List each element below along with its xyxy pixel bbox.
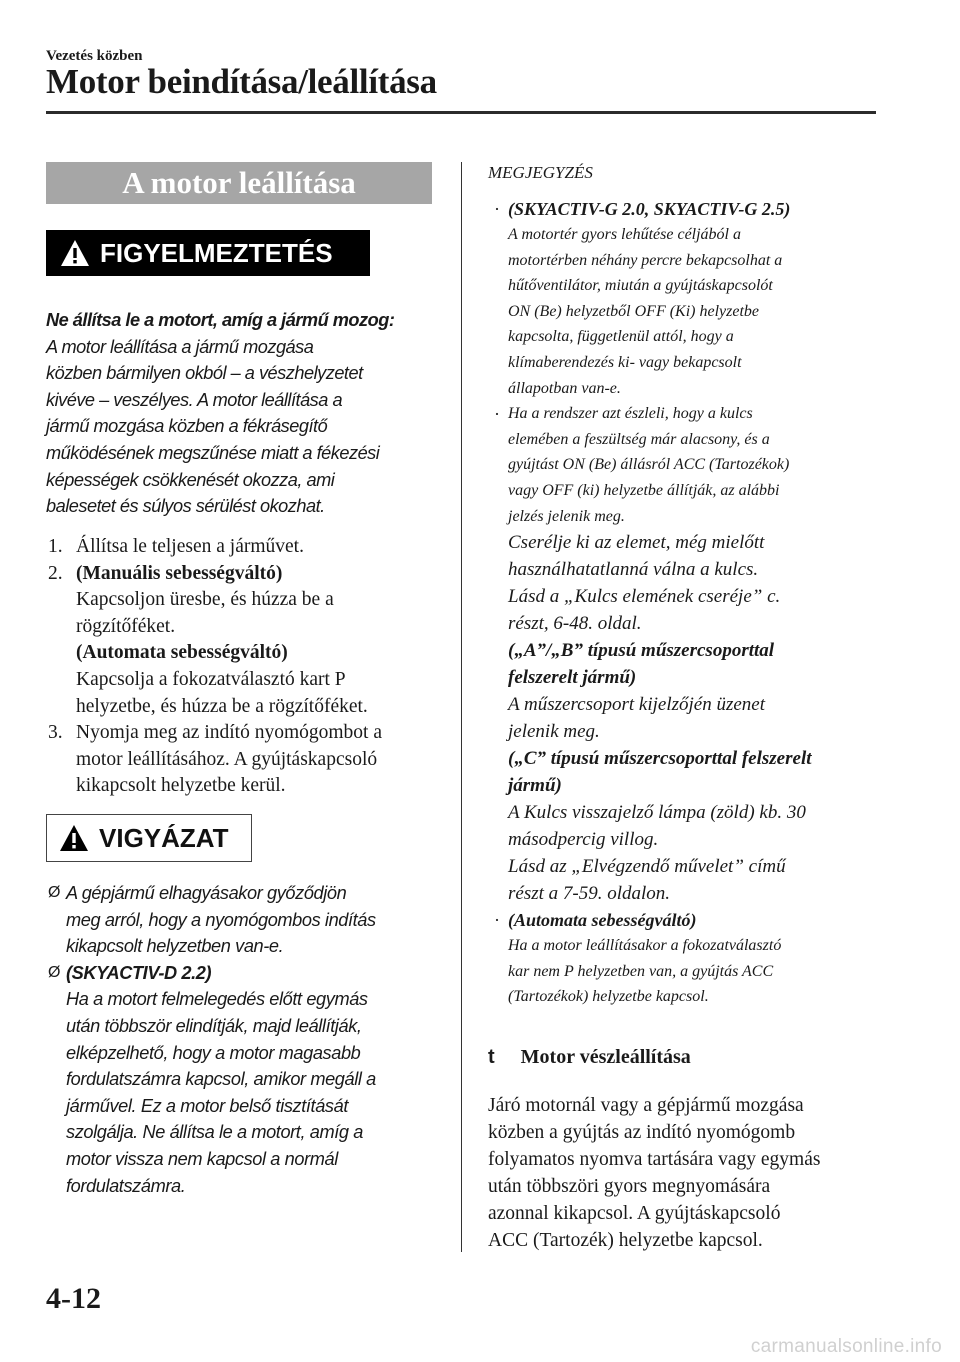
caution-line: fordulatszámra. xyxy=(66,1175,186,1196)
note-line: hűtőventilátor, miután a gyújtáskapcsolót xyxy=(508,277,773,295)
note-message-line: A Kulcs visszajelző lámpa (zöld) kb. 30 xyxy=(508,802,806,824)
step-line: kikapcsolt helyzetbe kerül. xyxy=(76,775,286,797)
warning-label-box xyxy=(46,230,370,276)
note-message-line: Cserélje ki az elemet, még mielőtt xyxy=(508,532,765,554)
caution-label-box xyxy=(46,814,252,862)
warning-body xyxy=(46,334,446,520)
caution-line: fordulatszámra kapcsol, amikor megáll a xyxy=(66,1069,376,1090)
note-line: jelzés jelenik meg. xyxy=(508,507,625,525)
note-line: ON (Be) helyzetből OFF (Ki) helyzetbe xyxy=(508,302,760,320)
warning-line: balesetet és súlyos sérülést okozhat. xyxy=(46,496,325,517)
step-line: Állítsa le teljesen a járművet. xyxy=(76,536,304,557)
note-line: kapcsolta, függetlenül attól, hogy a xyxy=(508,328,734,346)
note-line: vagy OFF (ki) helyzetbe állítják, az alábbi xyxy=(508,481,780,499)
note-heading: (Automata sebességváltó) xyxy=(508,910,697,931)
caution-item-heading: (SKYACTIV-D 2.2) xyxy=(66,962,212,983)
note-item xyxy=(488,907,888,1010)
emergency-line: után többszöri gyors megnyomására xyxy=(488,1176,771,1197)
note-message-line: Lásd a „Kulcs elemének cseréje” c. xyxy=(508,586,781,608)
note-line: gyújtást ON (Be) állásról ACC (Tartozékok) xyxy=(508,456,790,474)
notes-items xyxy=(488,196,888,1010)
note-line: kar nem P helyzetben van, a gyújtás ACC xyxy=(508,962,774,980)
caution-list xyxy=(46,880,446,1199)
note-item xyxy=(488,401,888,907)
note-line: motortérben néhány percre bekapcsolhat a xyxy=(508,251,783,269)
note-message-heading: felszerelt jármű) xyxy=(508,667,637,689)
warning-line: jármű mozgása közben a fékrásegítő xyxy=(46,416,328,437)
dot-bullet-icon: · xyxy=(494,404,500,425)
caution-triangle-icon xyxy=(59,824,89,852)
warning-line: működésének megszűnése miatt a fékezési xyxy=(46,442,380,463)
warning-line: képességek csökkenését okozza, ami xyxy=(46,469,335,490)
note-line: Ha a rendszer azt észleli, hogy a kulcs xyxy=(508,405,753,423)
caution-item xyxy=(46,960,446,1199)
note-item xyxy=(488,196,888,401)
caution-line: kikapcsolt helyzetben van-e. xyxy=(66,936,284,957)
warning-triangle-icon xyxy=(60,239,90,267)
header-rule xyxy=(46,111,876,114)
watermark: carmanualsonline.info xyxy=(750,1336,942,1357)
caution-line: Ha a motort felmelegedés előtt egymás xyxy=(66,989,368,1010)
note-line: állapotban van-e. xyxy=(508,379,621,397)
caution-line: A gépjármű elhagyásakor győződjön xyxy=(66,883,347,903)
emergency-line: Járó motornál vagy a gépjármű mozgása xyxy=(488,1095,804,1116)
caution-line: után többször elindítják, majd leállítják, xyxy=(66,1015,362,1036)
caution-label: VIGYÁZAT xyxy=(99,822,229,853)
note-line: (Tartozékok) helyzetbe kapcsol. xyxy=(508,988,709,1006)
emergency-line: azonnal kikapcsol. A gyújtáskapcsoló xyxy=(488,1203,781,1224)
step-line: rögzítőféket. xyxy=(76,615,176,637)
note-text xyxy=(508,222,888,401)
dot-bullet-icon: · xyxy=(494,199,500,219)
emergency-line: közben a gyújtás az indító nyomógomb xyxy=(488,1122,796,1143)
step-number: 3. xyxy=(48,722,63,744)
step-line: motor leállításához. A gyújtáskapcsoló xyxy=(76,748,378,770)
note-line: Ha a motor leállításakor a fokozatválasztó xyxy=(508,937,782,955)
step-number: 1. xyxy=(48,536,63,557)
note-line: A motortér gyors lehűtése céljából a xyxy=(508,226,741,243)
step-item xyxy=(46,561,446,721)
warning-line: A motor leállítása a jármű mozgása xyxy=(46,336,314,357)
warning-line: kivéve – veszélyes. A motor leállítása a xyxy=(46,389,343,410)
note-message-line: részt, 6-48. oldal. xyxy=(508,613,642,635)
note-message-line: A műszercsoport kijelzőjén üzenet xyxy=(508,694,765,716)
caution-line: járművel. Ez a motor belső tisztítását xyxy=(66,1095,348,1116)
notes-section xyxy=(488,160,888,1010)
step-item xyxy=(46,534,446,561)
warning-lead: Ne állítsa le a motort, amíg a jármű mozog: xyxy=(46,310,395,330)
caution-line: motor vissza nem kapcsol a normál xyxy=(66,1148,338,1169)
warning-line: közben bármilyen okból – a vészhelyzetet xyxy=(46,363,363,384)
caution-line: meg arról, hogy a nyomógombos indítás xyxy=(66,909,376,930)
emergency-line: folyamatos nyomva tartására vagy egymás xyxy=(488,1149,821,1170)
note-message-line: használhatatlanná válna a kulcs. xyxy=(508,559,759,581)
caution-item xyxy=(46,880,446,960)
note-message xyxy=(508,529,888,907)
warning-text xyxy=(46,307,446,520)
section-title-banner: A motor leállítása xyxy=(46,162,432,204)
note-message-line: jelenik meg. xyxy=(508,721,600,743)
note-text xyxy=(508,401,888,529)
running-header-section: Vezetés közben xyxy=(46,48,143,64)
arrow-bullet-icon: Ø xyxy=(48,884,61,901)
page-title: Motor beindítása/leállítása xyxy=(46,62,437,101)
caution-line: elképzelhető, hogy a motor magasabb xyxy=(66,1042,361,1063)
page-number: 4-12 xyxy=(46,1282,101,1315)
note-message-heading: („A”/„B” típusú műszercsoporttal xyxy=(508,640,775,662)
note-line: klímaberendezés ki- vagy bekapcsolt xyxy=(508,353,742,371)
procedure-steps xyxy=(46,534,446,800)
step-line: Kapcsolja a fokozatválasztó kart P xyxy=(76,668,346,690)
note-message-heading: jármű) xyxy=(508,775,562,797)
section-marker-icon: t xyxy=(488,1046,495,1068)
notes-title: MEGJEGYZÉS xyxy=(488,163,593,182)
note-message-heading: („C” típusú műszercsoporttal felszerelt xyxy=(508,748,812,770)
step-line: Kapcsoljon üresbe, és húzza be a xyxy=(76,589,334,611)
step-subheading: (Manuális sebességváltó) xyxy=(76,562,283,584)
emergency-stop-text xyxy=(488,1092,878,1254)
emergency-stop-heading xyxy=(488,1046,691,1069)
note-text xyxy=(508,933,888,1010)
step-subheading: (Automata sebességváltó) xyxy=(76,642,288,664)
note-line: elemében a feszültség már alacsony, és a xyxy=(508,430,770,448)
note-message-line: másodpercig villog. xyxy=(508,829,659,851)
note-heading: (SKYACTIV-G 2.0, SKYACTIV-G 2.5) xyxy=(508,199,791,219)
caution-line: szolgálja. Ne állítsa le a motort, amíg a xyxy=(66,1122,363,1143)
step-number: 2. xyxy=(48,562,63,584)
step-item xyxy=(46,720,446,800)
column-divider xyxy=(461,162,462,1252)
arrow-bullet-icon: Ø xyxy=(48,963,61,981)
emergency-stop-title: Motor vészleállítása xyxy=(520,1046,691,1068)
step-line: helyzetbe, és húzza be a rögzítőféket. xyxy=(76,695,368,717)
warning-label: FIGYELMEZTETÉS xyxy=(100,237,333,268)
dot-bullet-icon: · xyxy=(494,910,500,931)
note-message-line: részt a 7-59. oldalon. xyxy=(508,883,671,905)
step-line: Nyomja meg az indító nyomógombot a xyxy=(76,722,382,744)
emergency-line: ACC (Tartozék) helyzetbe kapcsol. xyxy=(488,1230,763,1251)
note-message-line: Lásd az „Elvégzendő művelet” című xyxy=(508,856,786,878)
